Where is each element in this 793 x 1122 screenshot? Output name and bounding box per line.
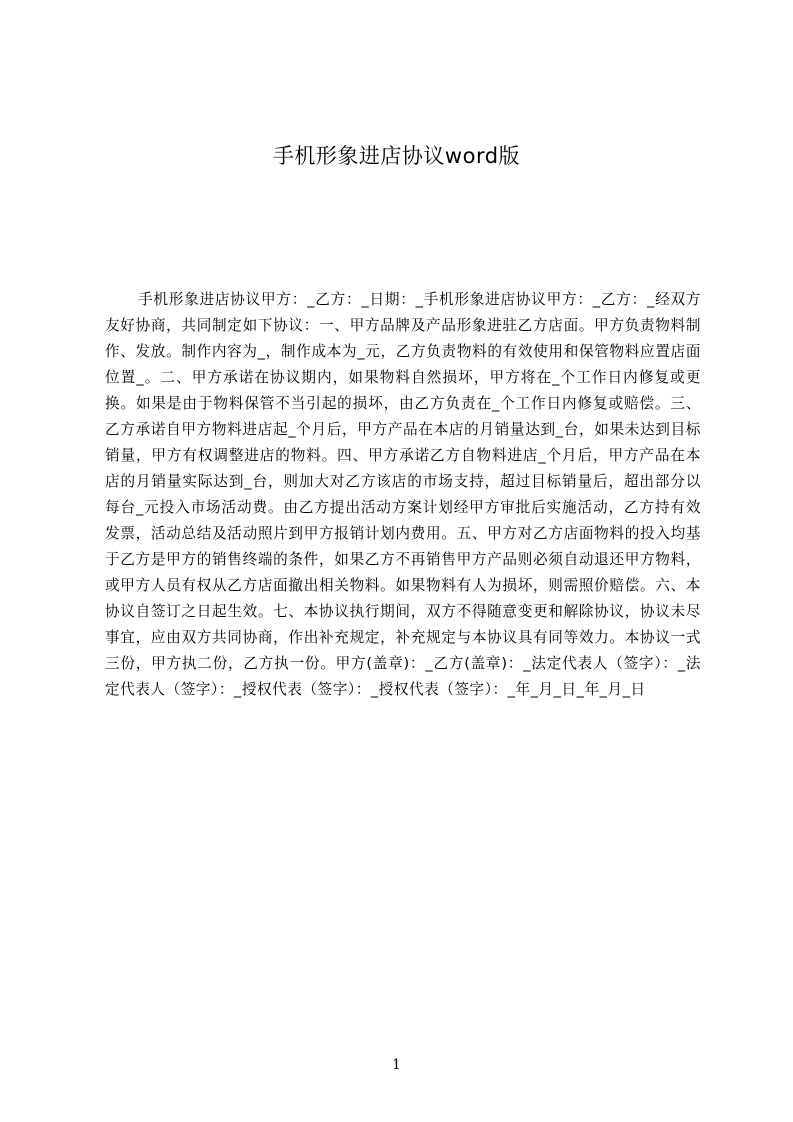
agreement-body-text: 手机形象进店协议甲方：_乙方：_日期：_手机形象进店协议甲方：_乙方：_经双方友好协商，共同制定如下协议：一、甲方品牌及产品形象进驻乙方店面。甲方负责物料制作、发放。制作内容为_，制作成本为_元，乙方负责物料的有效使用和保管物料应置店面位置_。二、甲方承诺在协议期内，如果物料自然损坏，甲方将在_个工作日内修复或更换。如果是由于物料保管不当引起的损坏，由乙方负责在_个工作日内修复或赔偿。三、乙方承诺自甲方物料进店起_个月后，甲方产品在本店的月销量达到_台，如果未达到目标销量，甲方有权调整进店的物料。四、甲方承诺乙方自物料进店_个月后，甲方产品在本店的月销量实际达到_台，则加大对乙方该店的市场支持，超过目标销量后，超出部分以每台_元投入市场活动费。由乙方提出活动方案计划经甲方审批后实施活动，乙方持有效发票，活动总结及活动照片到甲方报销计划内费用。五、甲方对乙方店面物料的投入均基于乙方是甲方的销售终端的条件，如果乙方不再销售甲方产品则必须自动退还甲方物料，或甲方人员有权从乙方店面撤出相关物料。如果物料有人为损坏，则需照价赔偿。六、本协议自签订之日起生效。七、本协议执行期间，双方不得随意变更和解除协议，协议未尽事宜，应由双方共同协商，作出补充规定，补充规定与本协议具有同等效力。本协议一式三份，甲方执二份，乙方执一份。甲方(盖章)：_乙方(盖章)：_法定代表人（签字）：_法定代表人（签字）：_授权代表（签字）：_授权代表（签字）：_年_月_日_年_月_日 [105, 291, 701, 698]
page-number: 1 [392, 1057, 401, 1073]
document-title: 手机形象进店协议word版 [272, 144, 521, 168]
